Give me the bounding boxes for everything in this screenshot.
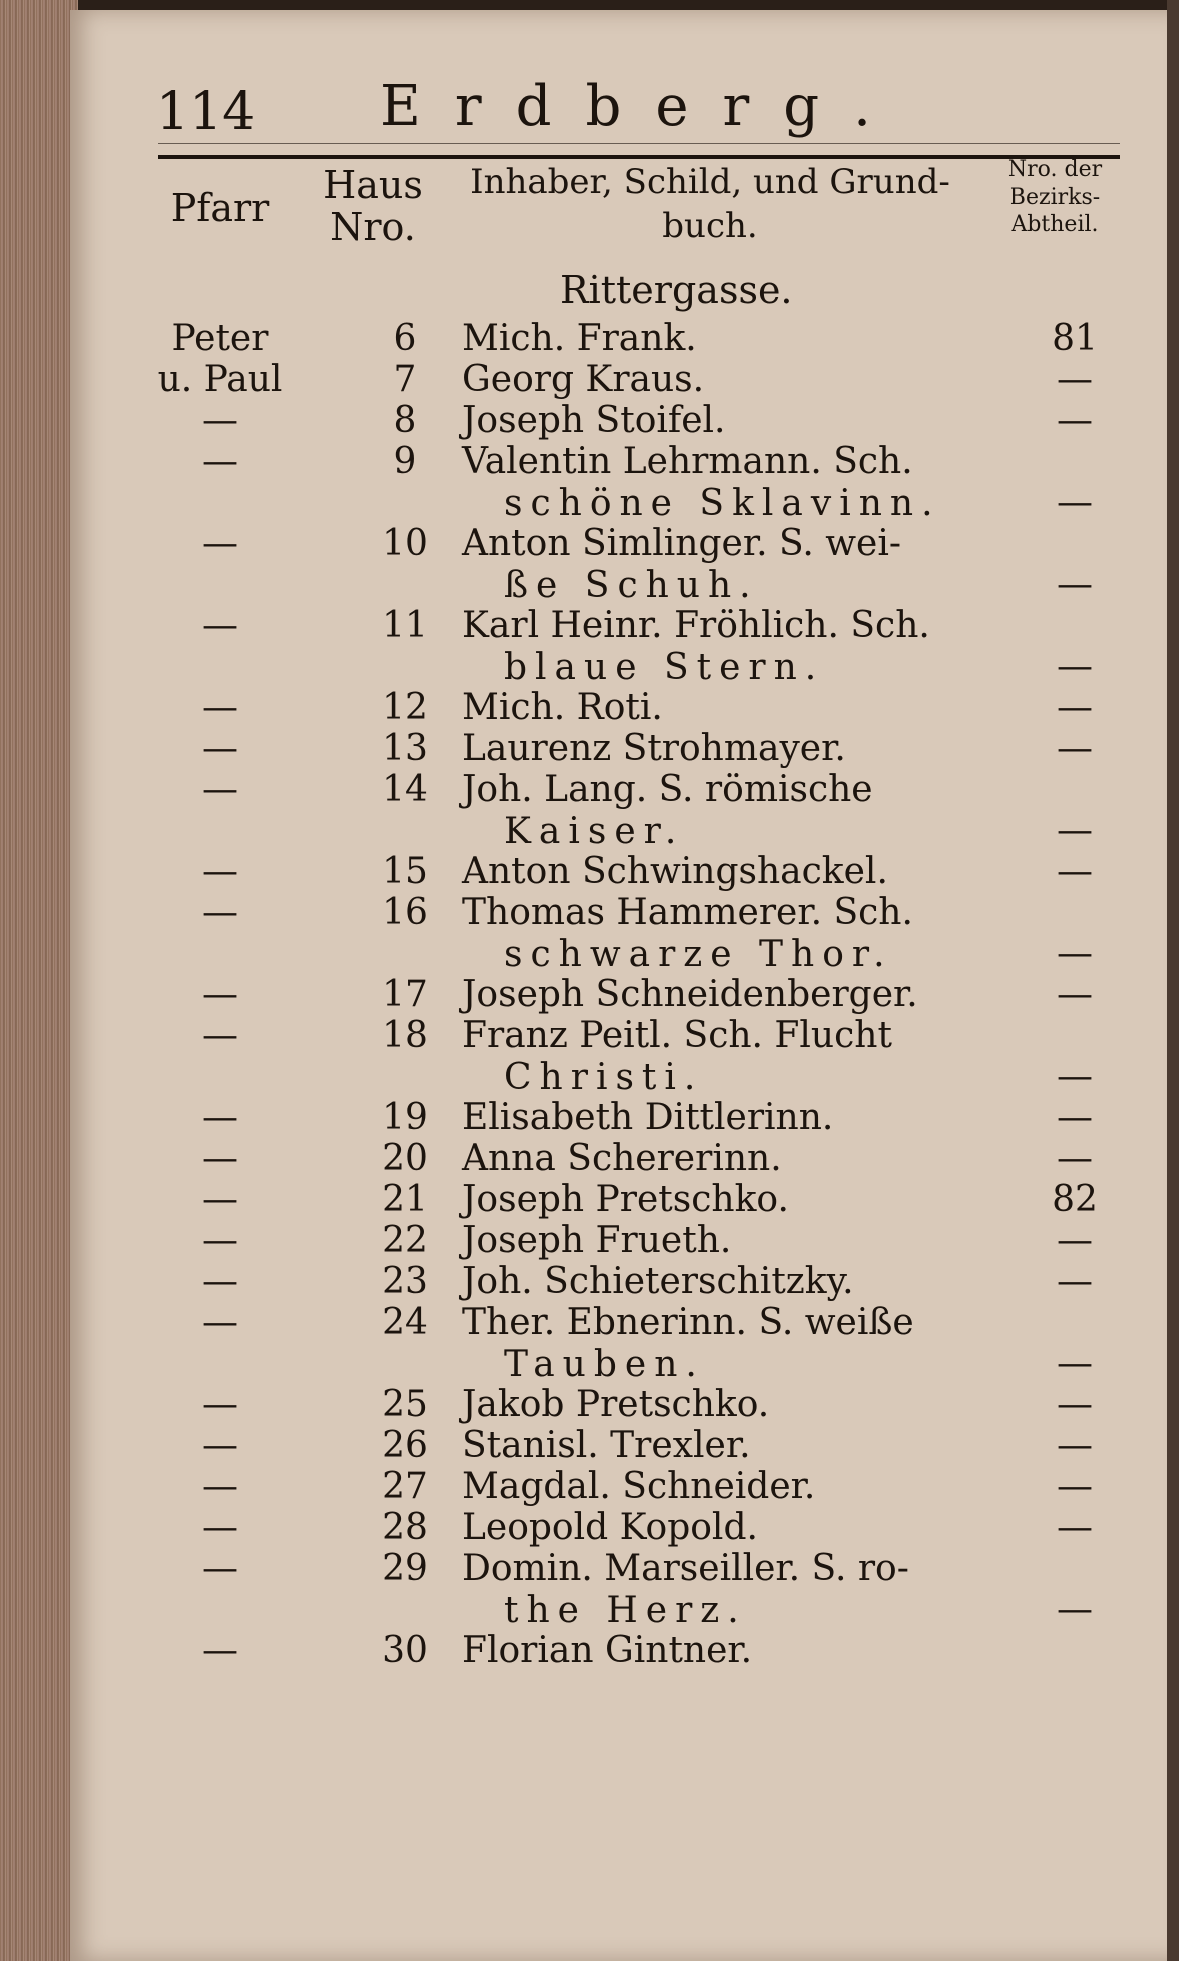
owner-cell xyxy=(462,1220,982,1262)
owner-cell xyxy=(462,1302,982,1386)
district-section-cell: 82 xyxy=(1052,1179,1098,1220)
sign-name: Christi. xyxy=(504,1057,704,1098)
house-number-cell: 26 xyxy=(382,1425,428,1466)
sign-name: schöne Sklavinn. xyxy=(504,483,941,524)
pfarr-cell: — xyxy=(202,1138,238,1179)
district-section-cell: — xyxy=(1057,687,1093,728)
owner-cell xyxy=(462,523,982,607)
sign-name: ße Schuh. xyxy=(504,565,759,606)
house-number-cell: 24 xyxy=(382,1302,428,1343)
owner-cell xyxy=(462,400,982,442)
owner-cell xyxy=(462,1138,982,1180)
district-section-cell: — xyxy=(1057,974,1093,1015)
owner-name: Mich. Frank. xyxy=(462,318,697,359)
owner-cell xyxy=(462,892,982,976)
owner-cell xyxy=(462,728,982,770)
district-section-cell: — xyxy=(1057,1097,1093,1138)
owner-name: Mich. Roti. xyxy=(462,687,663,728)
house-number-cell: 10 xyxy=(382,523,428,564)
district-section-cell: — xyxy=(1057,1220,1093,1261)
owner-name: Joh. Lang. S. römische xyxy=(462,769,873,810)
house-number-cell: 23 xyxy=(382,1261,428,1302)
owner-cell xyxy=(462,1097,982,1139)
district-section-cell: — xyxy=(1057,646,1093,687)
pfarr-cell: — xyxy=(202,1466,238,1507)
sign-name: Tauben. xyxy=(504,1344,705,1385)
pfarr-cell: — xyxy=(202,441,238,482)
house-number-cell: 13 xyxy=(382,728,428,769)
district-section-cell: — xyxy=(1057,1138,1093,1179)
section-title: Rittergasse. xyxy=(560,268,793,312)
column-header-bezirk xyxy=(985,156,1125,239)
owner-cell xyxy=(462,1466,982,1508)
column-header-haus xyxy=(318,165,428,249)
house-number-cell: 12 xyxy=(382,687,428,728)
pfarr-cell: — xyxy=(202,605,238,646)
owner-cell xyxy=(462,1015,982,1099)
pfarr-cell: — xyxy=(202,892,238,933)
owner-name: Georg Kraus. xyxy=(462,359,705,400)
column-header-bezirk-line1: Nro. der xyxy=(1007,157,1103,182)
pfarr-cell: — xyxy=(202,769,238,810)
book-page-edges xyxy=(0,0,78,1961)
district-section-cell: — xyxy=(1057,1384,1093,1425)
house-number-cell: 6 xyxy=(393,318,417,359)
owner-cell xyxy=(462,1179,982,1221)
owner-name: Jakob Pretschko. xyxy=(462,1384,770,1425)
district-section-cell: — xyxy=(1057,1425,1093,1466)
owner-cell xyxy=(462,1261,982,1303)
owner-cell xyxy=(462,441,982,525)
district-section-cell: — xyxy=(1057,1056,1093,1097)
district-section-cell: — xyxy=(1057,1343,1093,1384)
pfarr-cell: u. Paul xyxy=(157,359,283,400)
owner-name: Anton Schwingshackel. xyxy=(462,851,888,892)
owner-name: Valentin Lehrmann. Sch. xyxy=(462,441,913,482)
column-header-inhaber-line1: Inhaber, Schild, und Grund- xyxy=(470,162,950,202)
owner-cell xyxy=(462,1630,982,1672)
owner-cell xyxy=(462,605,982,689)
district-section-cell: — xyxy=(1057,1466,1093,1507)
owner-cell xyxy=(462,1384,982,1426)
owner-name: Thomas Hammerer. Sch. xyxy=(462,892,913,933)
sign-name: the Herz. xyxy=(504,1590,747,1631)
owner-name: Joseph Pretschko. xyxy=(462,1179,789,1220)
book-right-edge xyxy=(1167,0,1179,1961)
house-number-cell: 30 xyxy=(382,1630,428,1671)
owner-cell xyxy=(462,769,982,853)
owner-name: Joseph Frueth. xyxy=(462,1220,732,1261)
header-rule xyxy=(158,155,1120,159)
pfarr-cell: — xyxy=(202,974,238,1015)
header-rule-thin xyxy=(158,143,1120,144)
district-section-cell: — xyxy=(1057,400,1093,441)
district-section-cell: — xyxy=(1057,1507,1093,1548)
house-number-cell: 20 xyxy=(382,1138,428,1179)
pfarr-cell: — xyxy=(202,1384,238,1425)
column-header-haus-label: Haus xyxy=(323,163,423,207)
house-number-cell: 21 xyxy=(382,1179,428,1220)
pfarr-cell: — xyxy=(202,687,238,728)
owner-name: Joseph Stoifel. xyxy=(462,400,726,441)
owner-name: Franz Peitl. Sch. Flucht xyxy=(462,1015,892,1056)
house-number-cell: 11 xyxy=(382,605,428,646)
house-number-cell: 15 xyxy=(382,851,428,892)
pfarr-cell: — xyxy=(202,1630,238,1671)
owner-name: Laurenz Strohmayer. xyxy=(462,728,846,769)
district-section-cell: 81 xyxy=(1052,318,1098,359)
owner-cell xyxy=(462,974,982,1016)
pfarr-cell: — xyxy=(202,1507,238,1548)
column-header-inhaber xyxy=(450,160,970,248)
column-header-pfarr: Pfarr xyxy=(170,186,270,230)
sign-name: Kaiser. xyxy=(504,811,685,852)
owner-cell xyxy=(462,687,982,729)
pfarr-cell: — xyxy=(202,1179,238,1220)
house-number-cell: 17 xyxy=(382,974,428,1015)
sign-name: blaue Stern. xyxy=(504,647,825,688)
house-number-cell: 7 xyxy=(393,359,417,400)
district-section-cell: — xyxy=(1057,728,1093,769)
owner-name: Elisabeth Dittlerinn. xyxy=(462,1097,834,1138)
house-number-cell: 19 xyxy=(382,1097,428,1138)
pfarr-cell: — xyxy=(202,1015,238,1056)
owner-cell xyxy=(462,1507,982,1549)
owner-name: Joh. Schieterschitzky. xyxy=(462,1261,854,1302)
owner-cell xyxy=(462,851,982,893)
district-section-cell: — xyxy=(1057,933,1093,974)
owner-name: Anton Simlinger. S. wei- xyxy=(462,523,902,564)
owner-cell xyxy=(462,1425,982,1467)
house-number-cell: 22 xyxy=(382,1220,428,1261)
owner-cell xyxy=(462,318,982,360)
pfarr-cell: — xyxy=(202,1548,238,1589)
house-number-cell: 8 xyxy=(393,400,417,441)
owner-name: Anna Schererinn. xyxy=(462,1138,782,1179)
owner-name: Joseph Schneidenberger. xyxy=(462,974,918,1015)
district-section-cell: — xyxy=(1057,1261,1093,1302)
house-number-cell: 27 xyxy=(382,1466,428,1507)
pfarr-cell: — xyxy=(202,728,238,769)
sign-name: schwarze Thor. xyxy=(504,934,893,975)
owner-name: Magdal. Schneider. xyxy=(462,1466,816,1507)
pfarr-cell: — xyxy=(202,851,238,892)
column-header-inhaber-line2: buch. xyxy=(662,206,758,247)
owner-name: Ther. Ebnerinn. S. weiße xyxy=(462,1302,914,1343)
pfarr-cell: — xyxy=(202,1097,238,1138)
owner-name: Domin. Marseiller. S. ro- xyxy=(462,1548,909,1589)
house-number-cell: 9 xyxy=(393,441,417,482)
pfarr-cell: Peter xyxy=(171,318,269,359)
pfarr-cell: — xyxy=(202,1302,238,1343)
house-number-cell: 18 xyxy=(382,1015,428,1056)
pfarr-cell: — xyxy=(202,400,238,441)
owner-cell xyxy=(462,359,982,401)
district-section-cell: — xyxy=(1057,564,1093,605)
pfarr-cell: — xyxy=(202,1261,238,1302)
house-number-cell: 29 xyxy=(382,1548,428,1589)
owner-name: Karl Heinr. Fröhlich. Sch. xyxy=(462,605,930,646)
page-number: 114 xyxy=(156,82,256,142)
column-header-haus-nro: Nro. xyxy=(330,204,416,249)
owner-name: Stanisl. Trexler. xyxy=(462,1425,751,1466)
pfarr-cell: — xyxy=(202,1425,238,1466)
house-number-cell: 25 xyxy=(382,1384,428,1425)
owner-cell xyxy=(462,1548,982,1632)
district-section-cell: — xyxy=(1057,810,1093,851)
district-section-cell: — xyxy=(1057,482,1093,523)
house-number-cell: 14 xyxy=(382,769,428,810)
column-header-bezirk-line3: Abtheil. xyxy=(1011,212,1099,237)
district-section-cell: — xyxy=(1057,1589,1093,1630)
owner-name: Leopold Kopold. xyxy=(462,1507,758,1548)
running-title: Erdberg. xyxy=(380,74,905,139)
house-number-cell: 28 xyxy=(382,1507,428,1548)
district-section-cell: — xyxy=(1057,851,1093,892)
column-header-bezirk-line2: Bezirks- xyxy=(1009,184,1101,210)
pfarr-cell: — xyxy=(202,523,238,564)
house-number-cell: 16 xyxy=(382,892,428,933)
district-section-cell: — xyxy=(1057,359,1093,400)
pfarr-cell: — xyxy=(202,1220,238,1261)
owner-name: Florian Gintner. xyxy=(462,1630,753,1671)
